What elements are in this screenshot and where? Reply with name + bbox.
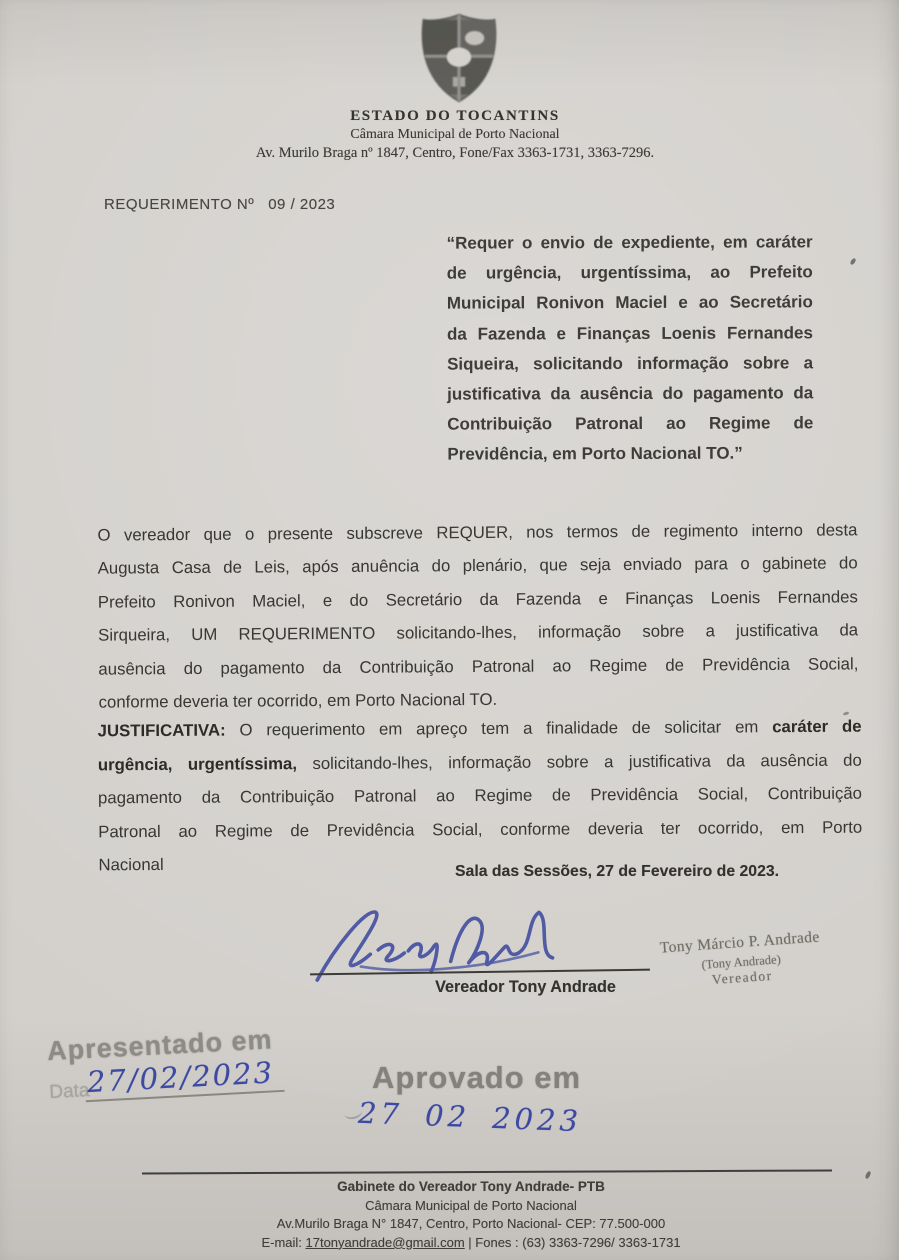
justification-paragraph: JUSTIFICATIVA: O requerimento em apreço tem a finalidade de solicitar em caráter de urgência, urgentíssima, solicitando-lhes, informação sobre a justificativa da ausência do pagamento da Contribuição Patronal ao Regime de Previdência Social, Contribuição Patronal ao Regime de Previdência Social, conforme deveria ter ocorrido, em Porto Nacional <box>97 716 863 875</box>
stamp-nickname: (Tony Andrade) <box>701 952 782 972</box>
org-chamber-title: Câmara Municipal de Porto Nacional <box>350 127 560 142</box>
scan-speck <box>865 1171 872 1180</box>
request-body-paragraph: O vereador que o presente subscreve REQUER, nos termos de regimento interno desta Augusta Casa de Leis, após anuência do plenário, que seja enviado para o gabinete do Prefeito Ronivon Maciel, e do Secretário da Fazenda e Finanças Loenis Fernandes Sirqueira, UM REQUERIMENTO solicitando-lhes, informação sobre a justificativa da ausência do pagamento da Contribuição Patronal ao Regime de Previdência Social, conforme deveria ter ocorrido, em Porto Nacional TO. <box>97 520 859 712</box>
stamp-full-name: Tony Márcio P. Andrade <box>659 928 821 957</box>
letterhead <box>105 0 805 162</box>
place-date-line: Sala das Sessões, 27 de Fevereiro de 2023. <box>455 863 780 880</box>
presented-stamp <box>46 1024 285 1104</box>
footer-rule <box>142 1169 832 1174</box>
document-number-line: REQUERIMENTO Nº 09 / 2023 <box>104 196 336 213</box>
approved-stamp-label: Aprovado em <box>372 1060 582 1095</box>
signature-ink <box>297 895 572 990</box>
footer-address-line: Av.Murilo Braga N° 1847, Centro, Porto Nacional- CEP: 77.500-000 <box>276 1216 666 1232</box>
stamp-title: Vereador <box>711 967 774 988</box>
org-state-title: ESTADO DO TOCANTINS <box>350 108 560 124</box>
footer-block <box>171 1178 771 1252</box>
footer-chamber-line: Câmara Municipal de Porto Nacional <box>365 1197 577 1213</box>
approved-handwritten-date: 27 02 2023 <box>357 1095 583 1139</box>
presented-handwritten-date: 27/02/2023 <box>84 1055 285 1102</box>
footer-email-text: 17tonyandrade@gmail.com <box>305 1234 465 1250</box>
request-quote-block: “Requer o envio de expediente, em caráter de urgência, urgentíssima, ao Prefeito Municipal Ronivon Maciel e ao Secretário da Fazenda e Finanças Loenis Fernandes Siqueira, solicitando informação sobre a justificativa da ausência do pagamento da Contribuição Patronal ao Regime de Previdência, em Porto Nacional TO.” <box>446 232 814 465</box>
footer-office-line: Gabinete do Vereador Tony Andrade- PTB <box>337 1179 605 1194</box>
signature-name-label: Vereador Tony Andrade <box>435 978 616 996</box>
coat-of-arms-icon <box>420 12 498 104</box>
councilman-stamp <box>626 926 855 994</box>
org-address-line: Av. Murilo Braga nº 1847, Centro, Fone/Fax 3363-1731, 3363-7296. <box>255 145 655 161</box>
presented-data-label: Data <box>48 1080 90 1104</box>
approved-stamp <box>372 1060 581 1096</box>
presented-stamp-label: Apresentado em <box>46 1024 274 1067</box>
footer-phones-text: | Fones : (63) 3363-7296/ 3363-1731 <box>464 1234 681 1250</box>
footer-email-label: E-mail: <box>261 1234 306 1250</box>
footer-contact-line <box>171 1234 771 1253</box>
scan-speck <box>850 257 857 265</box>
